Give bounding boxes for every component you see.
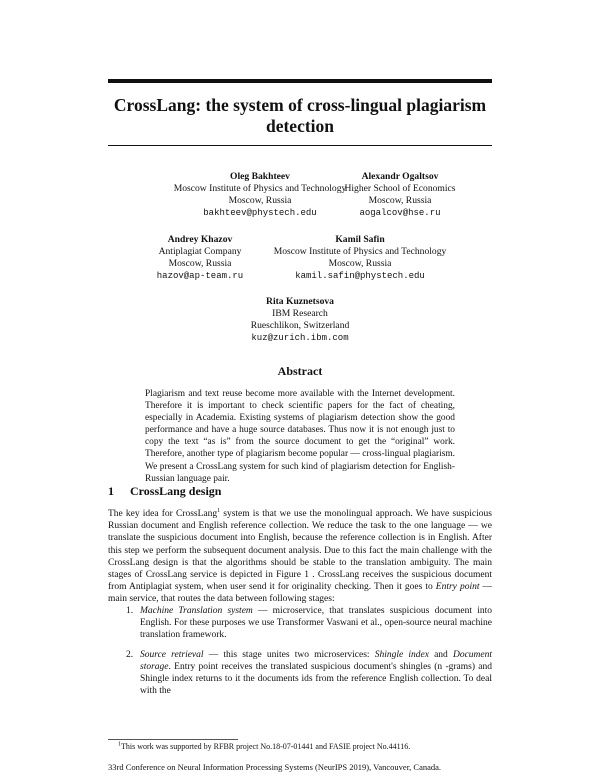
author-affiliation: Higher School of Economics xyxy=(344,183,456,194)
author-block xyxy=(330,171,470,219)
title-top-rule xyxy=(108,79,492,83)
footnote-rule xyxy=(108,739,238,740)
footnote-mark[interactable]: 1 xyxy=(217,507,221,514)
list-index: 2. xyxy=(126,649,134,660)
list-item-text: — this stage unites two microservices: xyxy=(203,649,375,660)
author-block xyxy=(130,234,270,282)
emphasis-text: Source retrieval xyxy=(140,649,204,660)
stages-list xyxy=(108,605,492,704)
paragraph-text: system is that we use the monolingual approach. We have suspicious Russian document and English reference collection. We reduce the task to the one language — we translate the suspicious document into English, because the reference collection is in English. After this step we perform the subsequent document analysis. Due to this fact the main challenge with the CrossLang design is that the algorithms should be stable to the translation ambiguity. The main stages of CrossLang service is depicted in Figure 1 . CrossLang receives the suspicious document from Antiplagiat system, when user send it for originality checking. Then it goes to xyxy=(108,509,492,593)
list-item xyxy=(108,605,492,642)
paper-title: CrossLang: the system of cross-lingual plagiarism detection xyxy=(113,95,487,136)
author-name: Kamil Safin xyxy=(335,234,385,245)
emphasis-text: Machine Translation system xyxy=(140,606,253,616)
section-paragraph xyxy=(108,508,492,606)
author-location: Moscow, Russia xyxy=(328,258,392,269)
author-name: Rita Kuznetsova xyxy=(266,296,334,307)
footnote-mark: 1 xyxy=(118,741,121,748)
list-item-text: — microservice, that translates suspicious document into English. For these purposes we use Transformer Vaswani et al., open-source neural machine translation framework. xyxy=(140,606,492,641)
footnote-text: This work was supported by RFBR project No.18-07-01441 and FASIE project No.44116. xyxy=(121,742,411,751)
author-affiliation: Moscow Institute of Physics and Technology xyxy=(273,246,447,257)
author-name: Alexandr Ogaltsov xyxy=(361,171,439,182)
author-email[interactable]: aogalcov@hse.ru xyxy=(359,208,441,218)
list-item-text: and xyxy=(428,649,453,660)
author-block xyxy=(215,296,385,344)
author-location: Moscow, Russia xyxy=(228,195,292,206)
emphasis-text: Shingle index xyxy=(374,649,429,660)
paragraph-text: — main service, that routes the data between following stages: xyxy=(108,582,493,605)
section-number: 1 xyxy=(108,484,114,498)
author-location: Moscow, Russia xyxy=(368,195,432,206)
list-item-text: . Entry point receives the translated suspicious document's shingles (n -grams) and Shingle index returns to it the documents ids from the reference English collection. To deal with the xyxy=(140,661,492,697)
author-name: Oleg Bakhteev xyxy=(230,171,290,182)
section-heading xyxy=(108,484,221,499)
list-index: 1. xyxy=(126,606,134,616)
emphasis-text: Document storage xyxy=(140,649,493,672)
footnote xyxy=(118,742,410,751)
author-email[interactable]: kuz@zurich.ibm.com xyxy=(251,333,349,343)
author-email[interactable]: kamil.safin@phystech.edu xyxy=(295,271,425,281)
author-location: Rueschlikon, Switzerland xyxy=(250,320,350,331)
section-title: CrossLang design xyxy=(130,484,222,498)
emphasis-text: Entry point xyxy=(435,582,480,593)
paragraph-text: The key idea for CrossLang xyxy=(108,509,218,519)
author-name: Andrey Khazov xyxy=(167,234,233,245)
abstract-heading: Abstract xyxy=(277,364,323,378)
author-affiliation: Moscow Institute of Physics and Technology xyxy=(173,183,347,194)
conference-footer: 33rd Conference on Neural Information Processing Systems (NeurIPS 2019), Vancouver, Canada. xyxy=(108,762,442,772)
author-location: Moscow, Russia xyxy=(168,258,232,269)
author-block xyxy=(260,234,460,282)
author-email[interactable]: bakhteev@phystech.edu xyxy=(203,208,317,218)
list-item xyxy=(108,649,492,698)
abstract-text: Plagiarism and text reuse become more available with the Internet development. Therefore it is important to check scientific papers for the fact of cheating, especially in Academia. Existing systems of plagiarism detection show the good performance and have a huge source databases. Thus now it is not enough just to copy the text “as is” from the source document to get the “original” work. Therefore, another type of plagiarism become popular — cross-lingual plagiarism. We present a CrossLang system for such kind of plagiarism detection for English-Russian language pair. xyxy=(145,389,455,484)
author-email[interactable]: hazov@ap-team.ru xyxy=(156,271,244,281)
author-affiliation: Antiplagiat Company xyxy=(158,246,242,257)
title-bottom-rule xyxy=(108,145,492,146)
author-affiliation: IBM Research xyxy=(272,308,328,319)
